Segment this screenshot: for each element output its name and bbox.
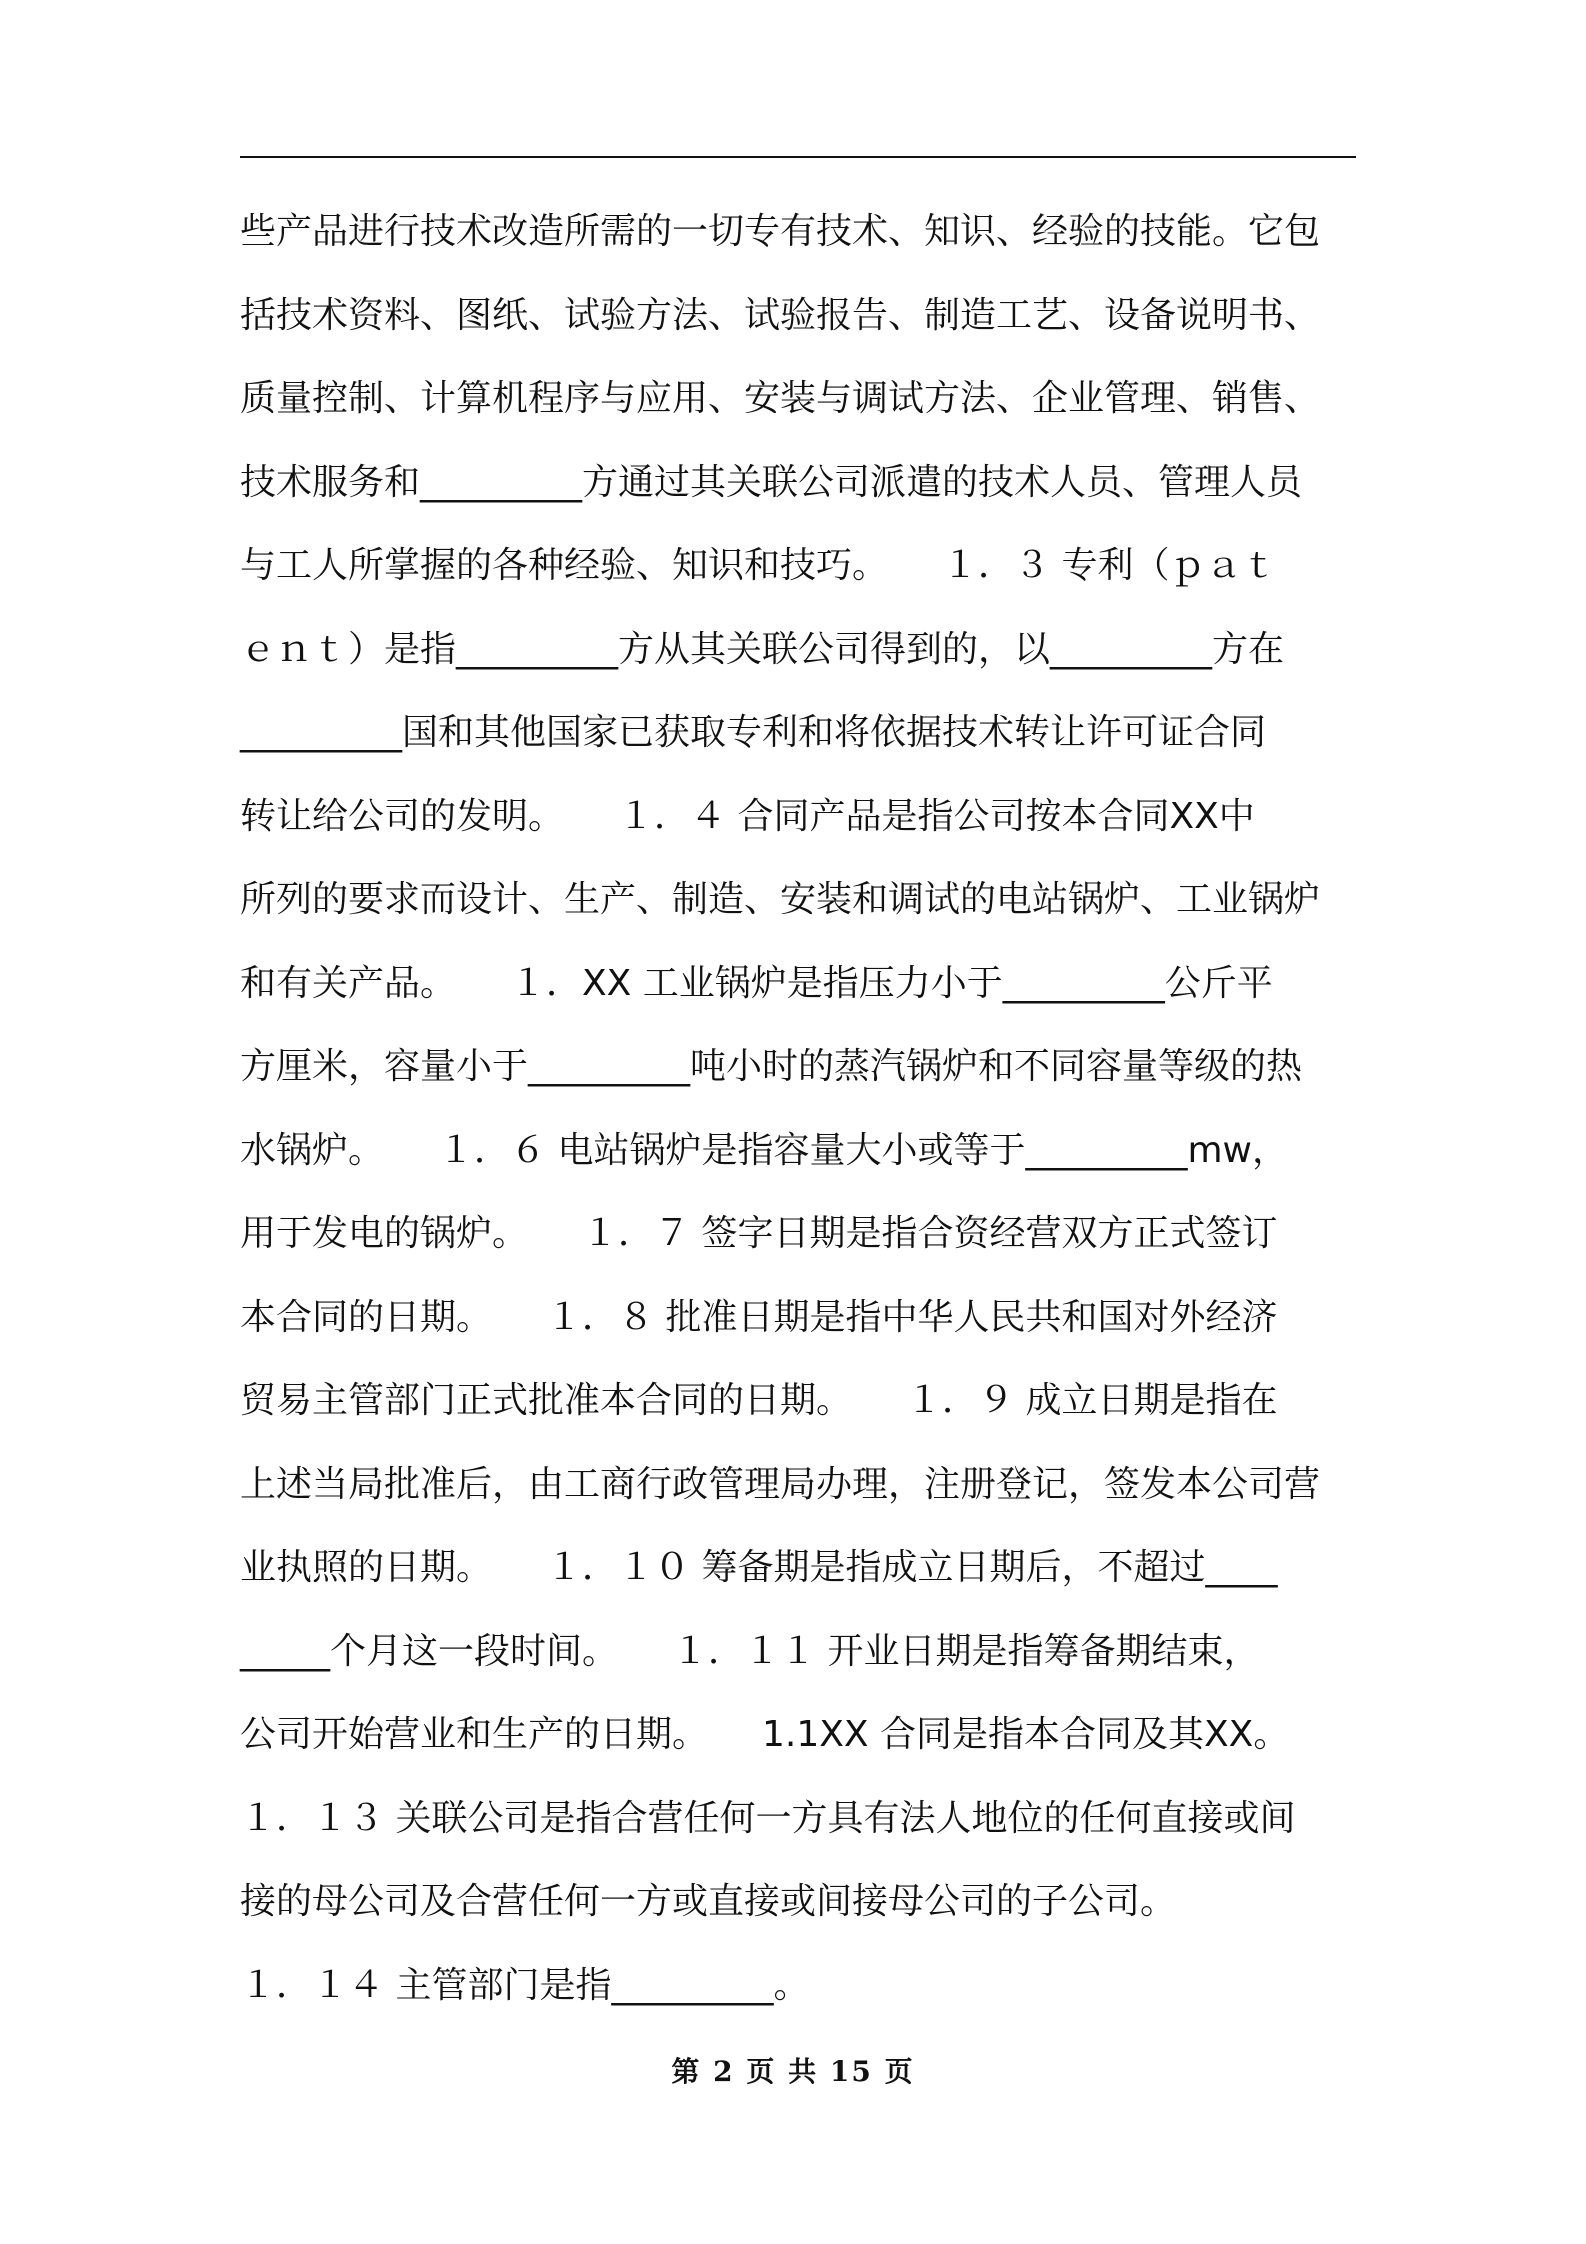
text-line: 括技术资料、图纸、试验方法、试验报告、制造工艺、设备说明书、 <box>240 294 1321 336</box>
text-line: 转让给公司的发明。 １．４ 合同产品是指公司按本合同XX中 <box>240 795 1255 837</box>
text-line: １．１３ 关联公司是指合营任何一方具有法人地位的任何直接或间 <box>240 1797 1296 1839</box>
text-line: 上述当局批准后，由工商行政管理局办理，注册登记，签发本公司营 <box>240 1463 1321 1505</box>
text-line: 质量控制、计算机程序与应用、安装与调试方法、企业管理、销售、 <box>240 378 1321 419</box>
text-line: １．１４ 主管部门是指_________。 <box>240 1964 810 2006</box>
text-line: 贸易主管部门正式批准本合同的日期。 １．９ 成立日期是指在 <box>240 1380 1278 1421</box>
text-line: 些产品进行技术改造所需的一切专有技术、知识、经验的技能。它包 <box>240 211 1321 252</box>
text-line: 技术服务和_________方通过其关联公司派遣的技术人员、管理人员 <box>240 461 1303 503</box>
text-line: 与工人所掌握的各种经验、知识和技巧。 １．３ 专利（ｐａｔ <box>240 545 1278 586</box>
text-line: 和有关产品。 １．XX 工业锅炉是指压力小于_________公斤平 <box>240 962 1273 1004</box>
text-line: 水锅炉。 １．６ 电站锅炉是指容量大小或等于_________mw， <box>240 1129 1288 1171</box>
text-line: 接的母公司及合营任何一方或直接或间接母公司的子公司。 <box>240 1881 1177 1922</box>
text-line: ｅｎｔ）是指_________方从其关联公司得到的，以_________方在 <box>240 628 1285 670</box>
header-rule <box>240 156 1356 158</box>
text-line: 本合同的日期。 １．８ 批准日期是指中华人民共和国对外经济 <box>240 1296 1278 1338</box>
text-line: 所列的要求而设计、生产、制造、安装和调试的电站锅炉、工业锅炉 <box>240 879 1321 920</box>
text-line: _____个月这一段时间。 １．１１ 开业日期是指筹备期结束， <box>240 1630 1260 1672</box>
text-line: 方厘米，容量小于_________吨小时的蒸汽锅炉和不同容量等级的热 <box>240 1046 1303 1087</box>
page-number-footer: 第 2 页 共 15 页 <box>671 2055 915 2088</box>
text-line: 公司开始营业和生产的日期。 1.1XX 合同是指本合同及其XX。 <box>240 1714 1290 1755</box>
text-line: 业执照的日期。 １．１０ 筹备期是指成立日期后，不超过____ <box>240 1547 1278 1588</box>
text-line: _________国和其他国家已获取专利和将依据技术转让许可证合同 <box>240 712 1267 753</box>
text-line: 用于发电的锅炉。 １．７ 签字日期是指合资经营双方正式签订 <box>240 1213 1278 1254</box>
document-body <box>240 190 1356 2027</box>
